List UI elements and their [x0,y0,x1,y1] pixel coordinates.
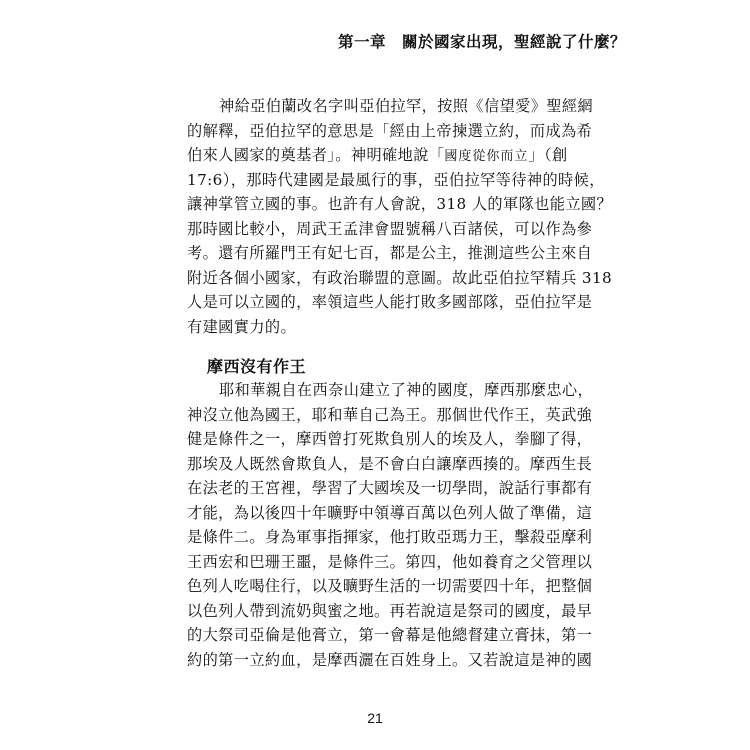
text-line: 有建國實力的。 [187,317,297,336]
text-line: 那時國比較小，周武王孟津會盟號稱八百諸侯，可以作為參 [187,219,593,238]
text-line: 是條件二。身為軍事指揮家，他打敗亞瑪力王，擊殺亞摩利 [187,528,593,546]
text-line: 約的第一立約血，是摩西灑在百姓身上。又若說這是神的國 [187,650,593,669]
text-line: 的解釋，亞伯拉罕的意思是「經由上帝揀選立約，而成為希 [187,121,593,140]
text-line: 在法老的王宮裡，學習了大國埃及一切學問，說話行事都有 [187,479,593,497]
text-line [187,143,612,168]
page-number: 21 [367,710,383,726]
text-line: 那埃及人既然會欺負人，是不會白白讓摩西揍的。摩西生長 [187,454,593,473]
text-line: 色列人吃喝住行，以及曠野生活的一切需要四十年，把整個 [187,577,593,595]
text-line: 考。還有所羅門王有妃七百，都是公主，推測這些公主來自 [187,244,593,262]
text-span: 伯來人國家的奠基者」。神明確地說「 [187,146,445,164]
text-line: 以色列人帶到流奶與蜜之地。再若說這是祭司的國度，最早 [187,601,593,620]
text-line: 的大祭司亞倫是他膏立，第一會幕是他總督建立膏抹，第一 [187,626,593,644]
text-line: 才能，為以後四十年曠野中領導百萬以色列人做了準備，這 [187,503,593,522]
quote-emphasis: 國度從你而立 [444,149,529,164]
text-line: 耶和華親自在西奈山建立了神的國度，摩西那麼忠心， [219,381,594,399]
text-line: 王西宏和巴珊王噩，是條件三。第四，他如養育之父管理以 [187,552,593,571]
paragraph-1 [187,94,612,339]
text-line: 人是可以立國的，率領這些人能打敗多國部隊，亞伯拉罕是 [187,293,593,311]
paragraph-2 [187,378,593,672]
text-line: 17:6），那時代建國是最風行的事，亞伯拉罕等待神的時候， [187,170,605,189]
text-line: 讓神掌管立國的事。也許有人會說，318 人的軍隊也能立國？ [187,195,613,213]
text-line: 神沒立他為國王，耶和華自己為王。那個世代作王，英武強 [187,405,593,424]
text-span: 」（創 [528,146,568,164]
running-header: 第一章 關於國家出現，聖經說了什麼？ [337,33,626,51]
text-line: 附近各個小國家，有政治聯盟的意圖。故此亞伯拉罕精兵 318 [187,268,613,287]
section-heading: 摩西沒有作王 [207,357,307,376]
text-line: 健是條件之一，摩西曾打死欺負別人的埃及人，拳腳了得， [187,430,593,448]
text-line: 神給亞伯蘭改名字叫亞伯拉罕，按照《信望愛》聖經網 [219,97,594,115]
